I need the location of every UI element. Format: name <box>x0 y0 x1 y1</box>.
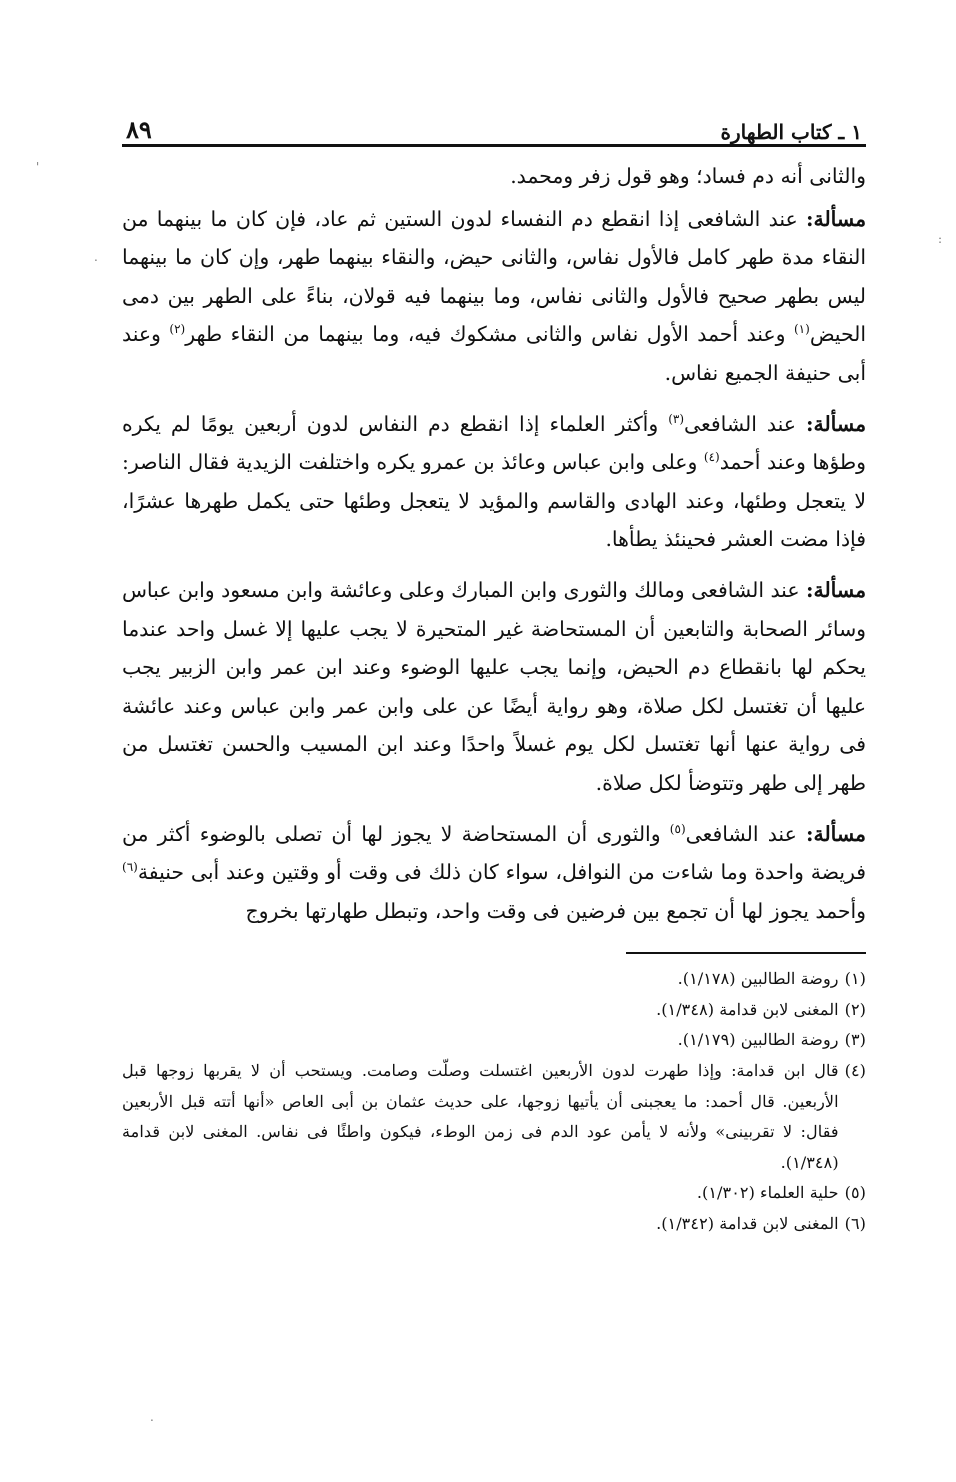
paragraph-text: والثورى أن المستحاضة لا يجوز لها أن تصلى بالوضوء أكثر من فريضة واحدة وما شاءت من النوافل، سواء كان ذلك فى وقت أو وقتين وعند أبى حنيفة <box>122 821 866 885</box>
paragraph-text: وعلى وابن عباس وعائذ بن عمرو يكره واختلفت الزيدية فقال الناصر: لا يتعجل وطئها، وعند الهادى والقاسم والمؤيد لا يتعجل وطئها حتى يكمل طهرها عشرًا، فإذا مضت العشر فحينئذ يطأها. <box>122 450 866 552</box>
footnote-number: (١) <box>844 969 866 989</box>
scan-speck: ' <box>36 160 40 174</box>
main-text <box>122 157 866 930</box>
footnote-number: (٥) <box>844 1183 866 1203</box>
scan-speck: . <box>94 250 98 264</box>
paragraph-masala-2 <box>122 405 866 559</box>
masala-term: مسألة: <box>805 821 866 846</box>
footnote-5 <box>122 1178 866 1209</box>
footnote-text: المغنى لابن قدامة (١/٣٤٢). <box>656 1214 839 1234</box>
paragraph-text: وأكثر العلماء إذا انقطع دم النفاس لدون أربعين يومًا لم يكره وطؤها وعند أحمد <box>122 411 867 475</box>
paragraph-masala-4 <box>122 815 866 931</box>
footnote-2 <box>122 995 866 1026</box>
footnote-text: روضة الطالبين (١/١٧٨). <box>677 969 839 989</box>
footnote-1 <box>122 964 866 995</box>
masala-term: مسألة: <box>806 411 866 436</box>
footnote-divider <box>626 952 866 954</box>
footnote-text: قال ابن قدامة: وإذا طهرت لدون الأربعين اغتسلت وصلّت وصامت. ويستحب أن لا يقربها زوجها قبل الأربعين. قال أحمد: ما يعجبنى أن يأتيها زوجها، على حديث عثمان بن أبى العاص «أنها أتته قبل الأربعين فقال: لا تقربينى» ولأنه لا يأمن عود الدم فى زمن الوطء، فيكون واطئًا فى نفاس. المغنى لابن قدامة (١/٣٤٨). <box>122 1061 839 1172</box>
paragraph-continuation: والثانى أنه دم فساد؛ وهو قول زفر ومحمد. <box>510 164 866 188</box>
footnote-ref-5[interactable]: (٥) <box>669 821 686 836</box>
footnote-6 <box>122 1209 866 1240</box>
footnote-number: (٢) <box>844 999 866 1019</box>
paragraph-text: وعند أحمد الأول نفاس والثانى مشكوك فيه، وما بينهما من النقاء طهر <box>185 322 794 347</box>
running-header <box>122 100 866 147</box>
footnote-text: روضة الطالبين (١/١٧٩). <box>677 1030 839 1050</box>
paragraph-masala-1 <box>122 200 866 393</box>
chapter-title: ١ ـ كتاب الطهارة <box>720 120 862 144</box>
scan-speck: . <box>150 1410 154 1424</box>
masala-term: مسألة: <box>806 577 866 602</box>
page-number: ٨٩ <box>126 115 152 144</box>
footnote-ref-3[interactable]: (٣) <box>668 411 685 426</box>
footnote-number: (٦) <box>844 1214 866 1234</box>
footnotes <box>122 964 866 1239</box>
masala-term: مسألة: <box>806 206 866 231</box>
footnote-4 <box>122 1056 866 1178</box>
book-page <box>122 100 866 1240</box>
footnote-ref-2[interactable]: (٢) <box>169 322 186 337</box>
footnote-text: المغنى لابن قدامة (١/٣٤٨). <box>656 999 839 1019</box>
paragraph-text: وأحمد يجوز لها أن تجمع بين فرضين فى وقت واحد، وتبطل طهارتها بخروج <box>245 898 866 923</box>
scan-speck: : <box>938 232 943 246</box>
paragraph-masala-3 <box>122 571 866 803</box>
paragraph-text: عند الشافعى <box>685 821 806 846</box>
paragraph-text: وعند أبى حنيفة الجميع نفاس. <box>122 322 866 385</box>
paragraph-text: عند الشافعى إذا انقطع دم النفساء لدون الستين ثم عاد، فإن كان ما بينهما من النقاء مدة طهر كامل فالأول نفاس، والثانى حيض، والنقاء بينهما طهر، وإن كان ما بينهما ليس بطهر صحيح فالأول والثانى نفاس، وما بينهما فيه قولان، بناءً على الطهر بين دمى الحيض <box>122 206 866 347</box>
footnote-3 <box>122 1025 866 1056</box>
paragraph-text: عند الشافعى ومالك والثورى وابن المبارك وعلى وعائشة وابن مسعود وابن عباس وسائر الصحابة والتابعين أن المستحاضة غير المتحيرة لا يجب عليها إلا غسل واحد عندما يحكم لها بانقطاع دم الحيض، وإنما يجب عليها الوضوء وعند ابن عمر وابن الزبير يجب عليها أن تغتسل لكل صلاة، وهو رواية أيضًا عن على وابن عمر وابن عباس وعند عائشة فى رواية عنها أنها تغتسل لكل يوم غسلاً واحدًا وعند ابن المسيب والحسن تغتسل من طهر إلى طهر وتتوضأ لكل صلاة. <box>122 577 866 795</box>
paragraph-text: عند الشافعى <box>684 411 806 436</box>
footnote-ref-1[interactable]: (١) <box>793 322 810 337</box>
footnote-number: (٤) <box>844 1061 866 1081</box>
footnote-text: حلية العلماء (١/٣٠٢). <box>696 1183 839 1203</box>
footnote-ref-6[interactable]: (٦) <box>122 860 138 875</box>
footnote-number: (٣) <box>844 1030 866 1050</box>
footnote-ref-4[interactable]: (٤) <box>703 450 720 465</box>
